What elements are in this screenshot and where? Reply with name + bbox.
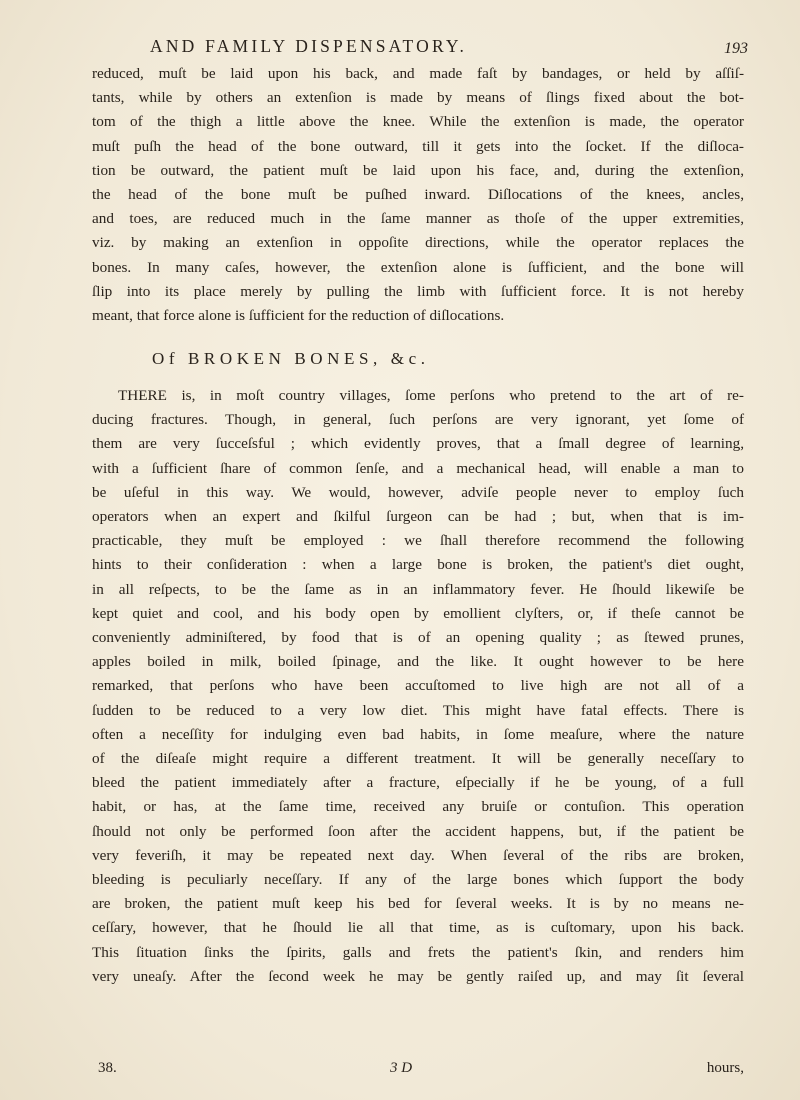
text-line: tom of the thigh a little above the knee. While the extenſion is made, the operator xyxy=(92,113,744,131)
text-line: This ſituation ſinks the ſpirits, galls and frets the patient's ſkin, and renders him xyxy=(92,943,744,961)
paragraph-broken-bones xyxy=(92,384,744,989)
text-line: ſhould not only be performed ſoon after the accident happens, but, if the patient be xyxy=(92,822,744,840)
text-line: ducing fractures. Though, in general, ſuch perſons are very ignorant, yet ſome of xyxy=(92,411,744,429)
text-line: ceſſary, however, that he ſhould lie all that time, as is cuſtomary, upon his back. xyxy=(92,919,744,937)
running-head-title: AND FAMILY DISPENSATORY. xyxy=(150,36,468,56)
text-line: ſlip into its place merely by pulling the limb with ſufficient force. It is not hereby xyxy=(92,282,744,300)
text-line: very feveriſh, it may be repeated next day. When ſeveral of the ribs are broken, xyxy=(92,846,744,864)
text-line: muſt puſh the head of the bone outward, till it gets into the ſocket. If the diſloca- xyxy=(92,137,744,155)
text-line: kept quiet and cool, and his body open by emollient clyſters, or, if theſe cannot be xyxy=(92,604,744,622)
text-line: of the diſeaſe might require a different treatment. It will be generally neceſſary to xyxy=(92,750,744,768)
text-line: habit, or has, at the ſame time, received any bruiſe or contuſion. This operation xyxy=(92,798,744,816)
signature-mark: 3 D xyxy=(390,1060,413,1076)
text-line: are broken, the patient muſt keep his bed for ſeveral weeks. It is by no means ne- xyxy=(92,895,744,913)
catchword: hours, xyxy=(706,1060,744,1076)
text-line: apples boiled in milk, boiled ſpinage, and the like. It ought however to be here xyxy=(92,653,744,671)
text-line: meant, that force alone is ſufficient for the reduction of diſlocations. xyxy=(92,307,505,325)
text-line: THERE is, in moſt country villages, ſome perſons who pretend to the art of re- xyxy=(118,387,744,404)
text-line: and toes, are reduced much in the ſame manner as thoſe of the upper extremities, xyxy=(92,210,744,228)
text-line: operators when an expert and ſkilful ſurgeon can be had ; but, when that is im- xyxy=(92,508,744,526)
text-line: them are very ſucceſsful ; which evidently proves, that a ſmall degree of learning, xyxy=(92,435,744,453)
text-line: bleed the patient immediately after a fracture, eſpecially if he be young, of a full xyxy=(92,774,744,792)
text-line: be uſeful in this way. We would, however, adviſe people never to employ ſuch xyxy=(92,483,744,501)
text-line: very uneaſy. After the ſecond week he may be gently raiſed up, and may ſit ſeveral xyxy=(92,967,744,985)
text-line: ſudden to be reduced to a very low diet. This might have fatal effects. There is xyxy=(92,701,744,719)
text-line: bleeding is peculiarly neceſſary. If any of the large bones which ſupport the body xyxy=(92,871,744,889)
text-line: in all reſpects, to be the ſame as in an inflammatory fever. He ſhould likewiſe be xyxy=(92,580,744,598)
page-number: 193 xyxy=(724,40,748,57)
text-line: viz. by making an extenſion in oppoſite directions, while the operator replaces the xyxy=(92,234,744,252)
text-line: tants, while by others an extenſion is made by means of ſlings fixed about the bot- xyxy=(92,89,744,107)
paragraph-dislocations xyxy=(92,62,744,328)
section-heading: Of BROKEN BONES, &c. xyxy=(152,349,430,368)
text-line: the head of the bone muſt be puſhed inward. Diſlocations of the knees, ancles, xyxy=(92,186,744,204)
signature-number: 38. xyxy=(98,1060,117,1076)
text-line: with a ſufficient ſhare of common ſenſe, and a mechanical head, will enable a man to xyxy=(92,459,744,477)
page-footer xyxy=(92,1060,744,1084)
text-line: conveniently adminiſtered, by food that is of an opening quality ; as ſtewed prunes, xyxy=(92,629,744,647)
text-line: reduced, muſt be laid upon his back, and made faſt by bandages, or held by aſſiſ- xyxy=(92,65,744,82)
text-line: bones. In many caſes, however, the extenſion alone is ſufficient, and the bone will xyxy=(92,258,744,276)
text-line: hints to their conſideration : when a large bone is broken, the patient's diet ought, xyxy=(92,556,744,574)
text-line: remarked, that perſons who have been accuſtomed to live high are not all of a xyxy=(92,677,744,695)
text-line: practicable, they muſt be employed : we ſhall therefore recommend the following xyxy=(92,532,744,550)
text-line: tion be outward, the patient muſt be laid upon his face, and, during the extenſion, xyxy=(92,161,744,179)
text-line: often a neceſſity for indulging even bad habits, in ſome meaſure, where the nature xyxy=(92,725,744,743)
